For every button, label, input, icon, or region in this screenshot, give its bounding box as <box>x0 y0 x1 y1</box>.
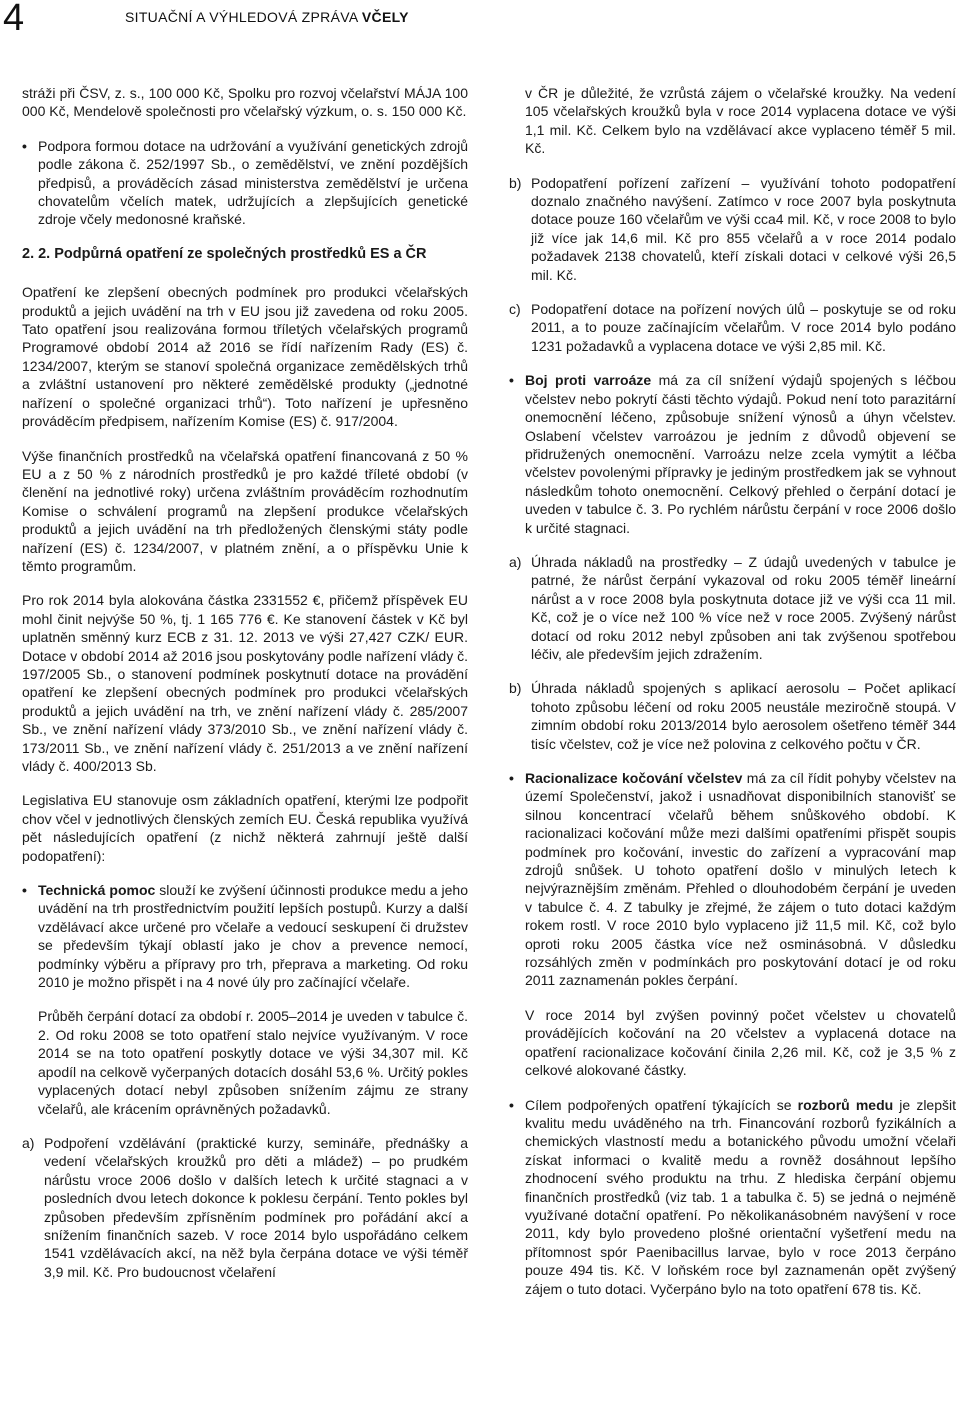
item-text: Úhrada nákladů spojených s aplikací aerosolu – Počet aplikací tohoto způsobu léčení od roku 2005 neustále meziročně stoupá. V zimním období roku 2013/2014 bylo aerosolem ošetřeno téměř 344 tisíc včelstev, což je více než polovina z celkového počtu v ČR. <box>531 680 956 752</box>
paragraph-funding: Výše finančních prostředků na včelařská opatření financovaná z 50 % EU a z 50 % z národních prostředků je pro každé tříleté období (v členění na jednotlivé roky) určena zvláštním prováděcím rozhodnutím Komise o schválení programů na zlepšení produkce včelařských produktů a jejich uvádění na trh předložených členskými státy podle nařízení (ES) č. 1234/2007, v platném znění, a o příspěvku Unie k těmto programům. <box>22 447 468 574</box>
bullet-varroa <box>509 371 956 537</box>
item-label: b) <box>509 680 522 697</box>
item-text: Podopatření pořízení zařízení – využívání tohoto podopatření doznalo značného navýšení. Zatímco v roce 2007 byla poskytnuta dotace pouze 160 včelařům ve výši cca4 mil. Kč, v roce 2008 to bylo již více jak 14,6 mil. Kč pro 855 včelařů a v roce 2014 podalo požadavek 2138 chovatelů, kteří získali dotaci v celkové výši 26,5 mil. Kč. <box>531 174 956 283</box>
bullet-keyword: Boj proti varroáze <box>525 372 652 389</box>
bullet-icon: • <box>509 372 514 389</box>
item-a-costs <box>509 553 956 663</box>
bullet-icon: • <box>22 137 27 154</box>
running-title-bold: VČELY <box>361 9 409 25</box>
page-header <box>0 0 960 40</box>
bullet-migration <box>509 769 956 990</box>
item-c-hives <box>509 300 956 355</box>
item-label: c) <box>509 301 521 318</box>
bullet-icon: • <box>509 1096 514 1113</box>
item-label: a) <box>22 1134 35 1151</box>
bullet-genetic-resources <box>22 137 468 229</box>
bullet-technical-aid <box>22 881 468 991</box>
bullet-keyword: rozborů medu <box>797 1096 894 1113</box>
bullet-text: Podpora formou dotace na udržování a využívání genetických zdrojů podle zákona č. 252/1997 Sb., o zemědělství, ve znění pozdějších předpisů, a prováděcích zásad ministerstva zemědělství je určena chovatelům včelích matek, udržujících a zlepšujících genetické zdroje včely medonosné kraňské. <box>38 137 468 228</box>
item-a-education <box>22 1134 468 1281</box>
paragraph-progress: Průběh čerpání dotací za období r. 2005–2014 je uveden v tabulce č. 2. Od roku 2008 se toto opatření stalo nejvíce využívaným. V roce 2014 se na toto opatření poskytly dotace ve výši 34,307 mil. Kč apodíl na celkově vyčerpaných dotacích dosáhl 53,6 %. Určitý pokles vyplacených dotací nebyl způsoben snížením zájmu ze strany včelařů, ale krácením oprávněných požadavků. <box>38 1008 468 1117</box>
running-title <box>125 9 409 25</box>
bullet-text: slouží ke zvýšení účinnosti produkce medu a jeho uvádění na trh prostřednictvím použití lepších postupů. Kurzy a další vzdělávací akce určené pro včelaře a vedoucí seskupení či družstev se především týkají oblastí jako je chov a prevence nemocí, podmínky výběru a přípravy pro trh, přeprava a marketing. Od roku 2010 je možno přispět i na 4 nové úly pro začínající včelaře. <box>38 882 468 991</box>
item-text: Podopatření dotace na pořízení nových úlů – poskytuje se od roku 2011, a to pouze začínajícím včelařům. V roce 2014 bylo podáno 1231 požadavků a vyplacena dotace ve výši 2,85 mil. Kč. <box>531 301 956 354</box>
paragraph-measures: Opatření ke zlepšení obecných podmínek pro produkci včelařských produktů a jejich uvádění na trh v EU jsou již zavedena od roku 2005. Tato opatření jsou realizována formou tříletých včelařských programů Programové období 2014 až 2016 se řídí nařízením Rady (ES) č. 1234/2007, kterým se stanoví společná organizace zemědělských trhů a zvláštní ustanovení pro některé zemědělské produkty („jednotné nařízení o společné organizaci trhů“). Toto nařízení je upřesněno prováděcím předpisem, nařízením Komise (ES) č. 917/2004. <box>22 284 468 430</box>
paragraph-year-2014: Pro rok 2014 byla alokována částka 2331552 €, přičemž příspěvek EU mohl činit nejvýše 50 %, tj. 1 165 776 €. Ke stanovení částek v Kč byl uplatněn směnný kurz ECB z 31. 12. 2013 ve výši 27,427 CZK/ EUR. Dotace v období 2014 až 2016 jsou poskytovány podle nařízení vlády č. 197/2005 Sb., o stanovení podmínek poskytnutí dotace na provádění opatření ke zlepšení obecných podmínek pro produkci včelařských produktů a jejich uvádění na trh, ve znění nařízení vlády č. 285/2007 Sb., ve znění nařízení vlády 373/2010 Sb., ve znění nařízení vlády č. 173/2011 Sb., ve znění nařízení vlády č. 251/2013 a ve znění nařízení vlády č. 400/2013 Sb. <box>22 592 468 774</box>
bullet-text: má za cíl řídit pohyby včelstev na území Společenství, jakož i usnadňovat disponibilních stanovišť se silnou koncentrací včelařů během snůškového období. K racionalizaci kočování může mezi dalšími opatřeními přispět soupis podmínek pro kočování, investic do zařízení a vypracování map zdrojů snůšek. U tohoto opatření došlo v minulých letech k nejvýraznějším změnám. Přehled o dlouhodobém čerpání je uveden v tabulce č. 4. Z tabulky je zřejmé, že zájem o tuto dotaci každým rokem rostl. V roce 2010 bylo vyplaceno již 11,5 mil. Kč, což bylo oproti roku 2005 částka více než osminásobná. V důsledku rozsáhlých změn v podmínkách pro poskytování dotací je od roku 2011 zaznamenán pokles čerpání. <box>525 770 956 989</box>
bullet-keyword: Racionalizace kočování včelstev <box>525 770 743 786</box>
bullet-text: má za cíl snížení výdajů spojených s léčbou včelstev nebo pokrytí části těchto výdajů. Pokud není toto parazitární onemocnění léčeno, způsobuje snížení výnosů a úhyn včelstev. Oslabení včelstev varroázou je jedním z důvodů objevení se přidružených onemocnění. Varroázu nelze zcela vymýtit a léčba včelstev povolenými přípravky je jediným prostředkem jak se vyhnout následkům tohoto onemocnění. Celkový přehled o čerpání dotací je uveden v tabulce č. 3. Po rychlém nárůstu čerpání v roce 2006 došlo k určité stagnaci. <box>525 372 956 536</box>
paragraph-migration-2014: V roce 2014 byl zvýšen povinný počet včelstev u chovatelů provádějících kočování na 20 včelstev a vyplacená dotace na opatření racionalizace kočování činila 2,26 mil. Kč, což je 3,5 % z celkové alokované částky. <box>525 1006 956 1079</box>
bullet-icon: • <box>22 882 27 899</box>
item-text: Úhrada nákladů na prostředky – Z údajů uvedených v tabulce je patrné, že nárůst čerpání vykazoval od roku 2005 téměř lineární nárůst a v roce 2008 byla poskytnuta dotace již ve výši cca 11 mil. Kč, což je o více než 100 % více než v roce 2005. Zvýšený nárůst dotací od roku 2012 nebyl způsoben ani tak zvýšenou spotřebou léčiv, ale především jejich zdražením. <box>531 553 956 662</box>
bullet-keyword: Technická pomoc <box>38 882 156 899</box>
item-b-equipment <box>509 174 956 284</box>
item-label: a) <box>509 553 522 570</box>
bullet-text: je zlepšit kvalitu medu uváděného na trh. Financování rozborů fyzikálních a chemických vlastností medu a botanického původu umožní včelaři získat informaci o kvalitě medu a rovněž dosáhnout lepšího zhodnocení svého produktu na trhu. Z hlediska čerpání objemu finančních prostředků (viz tab. 1 a tabulka č. 5) se jedná o nejméně využívané dotační opatření. Po několikanásobném navýšení v roce 2011, kdy bylo provedeno plošné orientační vyšetření medu na přítomnost spór Paenibacillus larvae, bylo v roce 2013 čerpáno pouze 494 tis. Kč. V loňském roce byl zaznamenán opět zvýšený zájem o tuto dotaci. Vyčerpáno bylo na toto opatření 678 tis. Kč. <box>525 1096 957 1297</box>
paragraph-continued: stráži při ČSV, z. s., 100 000 Kč, Spolku pro rozvoj včelařství MÁJA 100 000 Kč, Mendelově společnosti pro včelařský výzkum, o. s. 150 000 Kč. <box>22 85 468 120</box>
paragraph-continued-right: v ČR je důležité, že vzrůstá zájem o včelařské kroužky. Na vedení 105 včelařských kroužků byla v roce 2014 vyplacena dotace ve výši 1,1 mil. Kč. Celkem bylo na vzdělávací akce vyplaceno téměř 5 mil. Kč. <box>525 85 956 157</box>
running-title-plain: SITUAČNÍ A VÝHLEDOVÁ ZPRÁVA <box>125 9 362 25</box>
page-number: 4 <box>3 0 25 39</box>
left-column <box>22 84 468 1297</box>
right-column <box>509 84 956 1314</box>
item-b-aerosol <box>509 679 956 753</box>
item-text: Podpoření vzdělávání (praktické kurzy, semináře, přednášky a vedení včelařských kroužků pro děti a mládež) – po prudkém nárůstu vroce 2006 došlo v dalších letech k určité stagnaci a v posledních dvou letech dokonce k poklesu čerpání. Tento pokles byl způsoben především zpřísněním podmínek pro pořádání akcí a snížením finančních sazeb. V roce 2014 bylo uspořádáno celkem 1541 vzdělávacích akcí, na něž byla čerpána dotace ve výši téměř 3,9 mil. Kč. Pro budoucnost včelaření <box>44 1134 468 1280</box>
section-heading: 2. 2. Podpůrná opatření ze společných prostředků ES a ČR <box>22 245 427 262</box>
item-label: b) <box>509 174 522 191</box>
paragraph-legislation: Legislativa EU stanovuje osm základních opatření, kterými lze podpořit chov včel v jednotlivých členských zemích EU. Česká republika využívá pět následujících opatření (z nichž některá zahrnují ještě další podopatření): <box>22 792 468 864</box>
bullet-icon: • <box>509 770 514 786</box>
bullet-text-prefix: Cílem podpořených opatření týkajících se <box>525 1096 798 1113</box>
bullet-honey-analysis <box>509 1096 956 1298</box>
